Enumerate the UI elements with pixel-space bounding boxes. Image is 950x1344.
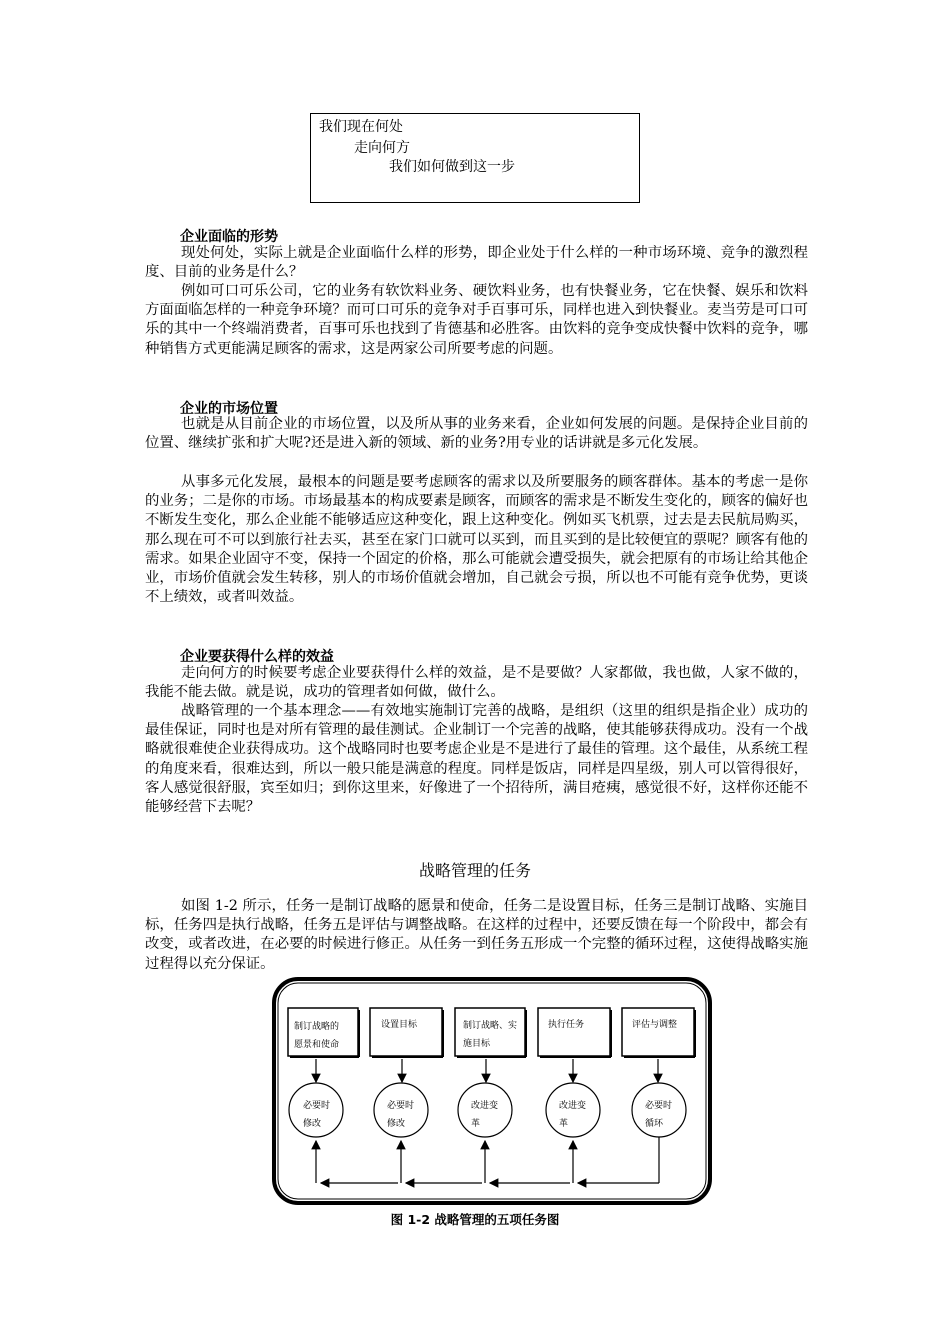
feedback-circle-1	[289, 1083, 343, 1137]
task-box-3-line-1: 制订战略、实	[463, 1021, 518, 1031]
feedback-circle-4-line-1: 改进变	[559, 1101, 587, 1111]
feedback-circle-5	[632, 1083, 686, 1137]
feedback-circle-1-line-1: 必要时	[303, 1101, 331, 1111]
question-line-2: 走向何方	[354, 140, 410, 156]
feedback-circle-2-line-2: 修改	[387, 1119, 406, 1129]
paragraph: 例如可口可乐公司，它的业务有软饮料业务、硬饮料业务，也有快餐业务，它在快餐、娱乐和饮料方面面临怎样的一种竞争环境？而可口可乐的竞争对手百事可乐，同样也进入到快餐业。麦当劳是可口可乐的其中一个终端消费者，百事可乐也找到了肯德基和必胜客。由饮料的竞争变成快餐中饮料的竞争，哪种销售方式更能满足顾客的需求，这是两家公司所要考虑的问题。	[145, 283, 808, 357]
section-heading-benefits: 企业要获得什么样的效益	[180, 649, 334, 665]
section-title-tasks: 战略管理的任务	[418, 861, 531, 880]
feedback-circle-3-line-2: 革	[471, 1119, 481, 1129]
figure-caption: 图 1-2 战略管理的五项任务图	[390, 1212, 560, 1227]
task-box-4	[538, 1008, 611, 1057]
question-line-1: 我们现在何处	[319, 119, 403, 135]
feedback-circle-1-line-2: 修改	[303, 1119, 322, 1129]
task-box-1-line-1: 制订战略的	[294, 1022, 340, 1032]
paragraph: 也就是从目前企业的市场位置，以及所从事的业务来看，企业如何发展的问题。是保持企业目前的位置、继续扩张和扩大呢?还是进入新的领域、新的业务?用专业的话讲就是多元化发展。	[145, 416, 808, 452]
question-line-3: 我们如何做到这一步	[389, 159, 515, 175]
question-box	[310, 113, 640, 203]
task-box-3-line-2: 施目标	[463, 1039, 491, 1049]
feedback-circle-5-line-2: 循环	[645, 1119, 664, 1129]
paragraph: 从事多元化发展，最根本的问题是要考虑顾客的需求以及所要服务的顾客群体。基本的考虑一是你的业务；二是你的市场。市场最基本的构成要素是顾客，而顾客的需求是不断发生变化的，顾客的偏好也不断发生变化，那么企业能不能够适应这种变化，跟上这种变化。例如买飞机票，过去是去民航局购买，那么现在可不可以到旅行社去买，甚至在家门口就可以买到，而且买到的是比较便宜的票呢？顾客有他的需求。如果企业固守不变，保持一个固定的价格，那么可能就会遭受损失，就会把原有的市场让给其他企业，市场价值就会发生转移，别人的市场价值就会增加，自己就会亏损，所以也不可能有竞争优势，更谈不上绩效，或者叫效益。	[145, 474, 808, 606]
section-heading-market-position: 企业的市场位置	[180, 401, 278, 417]
task-box-5-line-1: 评估与调整	[632, 1020, 678, 1030]
paragraph: 走向何方的时候要考虑企业要获得什么样的效益，是不是要做？人家都做，我也做，人家不做的，我能不能去做。就是说，成功的管理者如何做，做什么。	[145, 665, 808, 701]
section-heading-situation: 企业面临的形势	[180, 229, 278, 245]
task-box-2-line-1: 设置目标	[381, 1020, 418, 1030]
task-box-1-line-2: 愿景和使命	[294, 1040, 340, 1050]
task-box-1	[288, 1008, 359, 1057]
feedback-circle-3	[458, 1083, 512, 1137]
feedback-loop	[316, 1137, 659, 1183]
feedback-circle-4-line-2: 革	[559, 1119, 569, 1129]
feedback-circle-2	[374, 1083, 428, 1137]
feedback-circle-2-line-1: 必要时	[387, 1101, 415, 1111]
feedback-circle-5-line-1: 必要时	[645, 1101, 673, 1111]
paragraph: 战略管理的一个基本理念——有效地实施制订完善的战略，是组织（这里的组织是指企业）成功的最佳保证，同时也是对所有管理的最佳测试。企业制订一个完善的战略，使其能够获得成功。没有一个战略就很难使企业获得成功。这个战略同时也要考虑企业是不是进行了最佳的管理。这个最佳，从系统工程的角度来看，很难达到，所以一般只能是满意的程度。同样是饭店，同样是四星级，别人可以管得很好，客人感觉很舒服，宾至如归；到你这里来，好像进了一个招待所，满目疮痍，感觉很不好，这样你还能不能够经营下去呢？	[145, 703, 808, 816]
feedback-circle-3-line-1: 改进变	[471, 1101, 499, 1111]
task-box-3	[455, 1008, 526, 1057]
five-tasks-diagram	[270, 975, 715, 1207]
paragraph: 现处何处，实际上就是企业面临什么样的形势，即企业处于什么样的一种市场环境、竞争的激烈程度、目前的业务是什么？	[145, 245, 808, 281]
task-box-2	[370, 1008, 443, 1057]
feedback-circle-4	[546, 1083, 600, 1137]
paragraph: 如图 1-2 所示，任务一是制订战略的愿景和使命，任务二是设置目标，任务三是制订战略、实施目标，任务四是执行战略，任务五是评估与调整战略。在这样的过程中，还要反馈在每一个阶段中，都会有改变，或者改进，在必要的时候进行修正。从任务一到任务五形成一个完整的循环过程，这使得战略实施过程得以充分保证。	[145, 898, 808, 972]
task-box-5	[622, 1008, 695, 1057]
task-box-4-line-1: 执行任务	[548, 1020, 585, 1030]
